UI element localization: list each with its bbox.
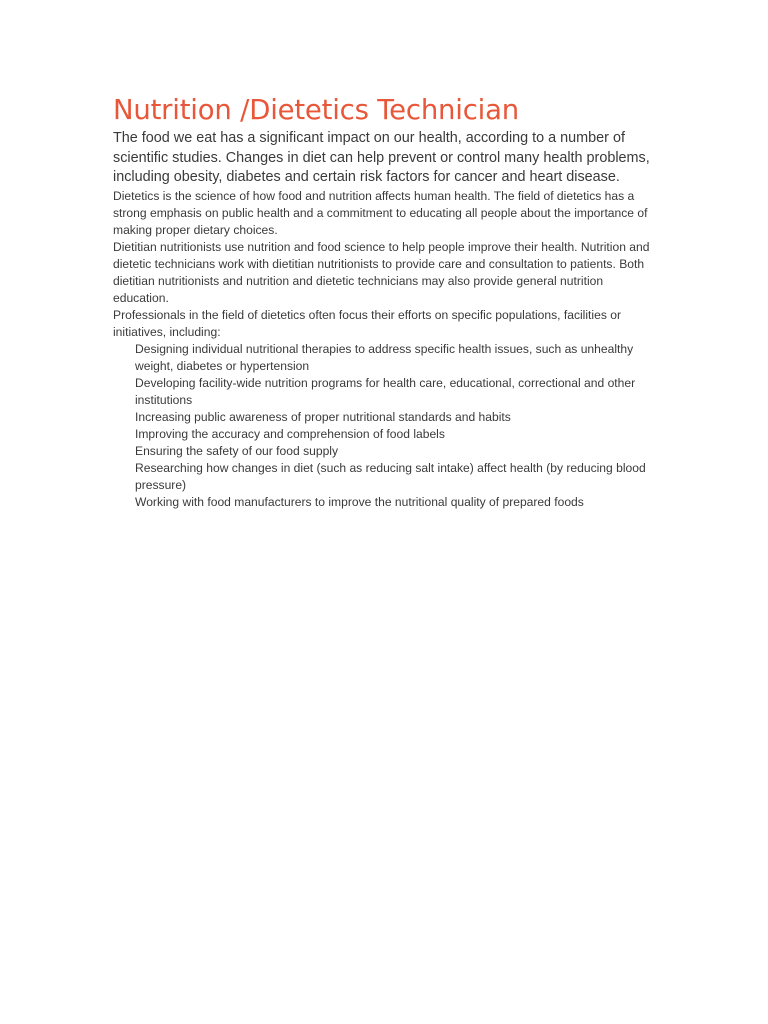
- list-item: Improving the accuracy and comprehension of food labels: [135, 426, 445, 441]
- list-item: Researching how changes in diet (such as reducing salt intake) affect health (by reducing blood pressure): [135, 460, 646, 492]
- list-item: Designing individual nutritional therapies to address specific health issues, such as unhealthy weight, diabetes or hypertension: [135, 341, 634, 373]
- list-item: Working with food manufacturers to improve the nutritional quality of prepared foods: [135, 494, 584, 509]
- focus-areas-paragraph: Professionals in the field of dietetics often focus their efforts on specific populations, facilities or initiatives, including:: [113, 307, 621, 339]
- intro-paragraph: The food we eat has a significant impact on our health, according to a number of scientific studies. Changes in diet can help prevent or control many health problems, including obesity, diabetes and certain risk factors for cancer and heart disease.: [113, 130, 650, 185]
- dietetics-definition-paragraph: Dietetics is the science of how food and nutrition affects human health. The field of dietetics has a strong emphasis on public health and a commitment to educating all people about the importance of making proper dietary choices.: [113, 188, 648, 237]
- focus-areas-list: [113, 341, 658, 511]
- list-item: Developing facility-wide nutrition programs for health care, educational, correctional and other institutions: [135, 375, 636, 407]
- document-page: [113, 92, 658, 511]
- list-item: Increasing public awareness of proper nutritional standards and habits: [135, 409, 511, 424]
- dietitian-roles-paragraph: Dietitian nutritionists use nutrition and food science to help people improve their health. Nutrition and dietetic technicians work with dietitian nutritionists to provide care and consultation to patients. Both dietitian nutritionists and nutrition and dietetic technicians may also provide general nutrition education.: [113, 239, 650, 305]
- page-title: Nutrition /Dietetics Technician: [113, 94, 519, 126]
- list-item: Ensuring the safety of our food supply: [135, 443, 339, 458]
